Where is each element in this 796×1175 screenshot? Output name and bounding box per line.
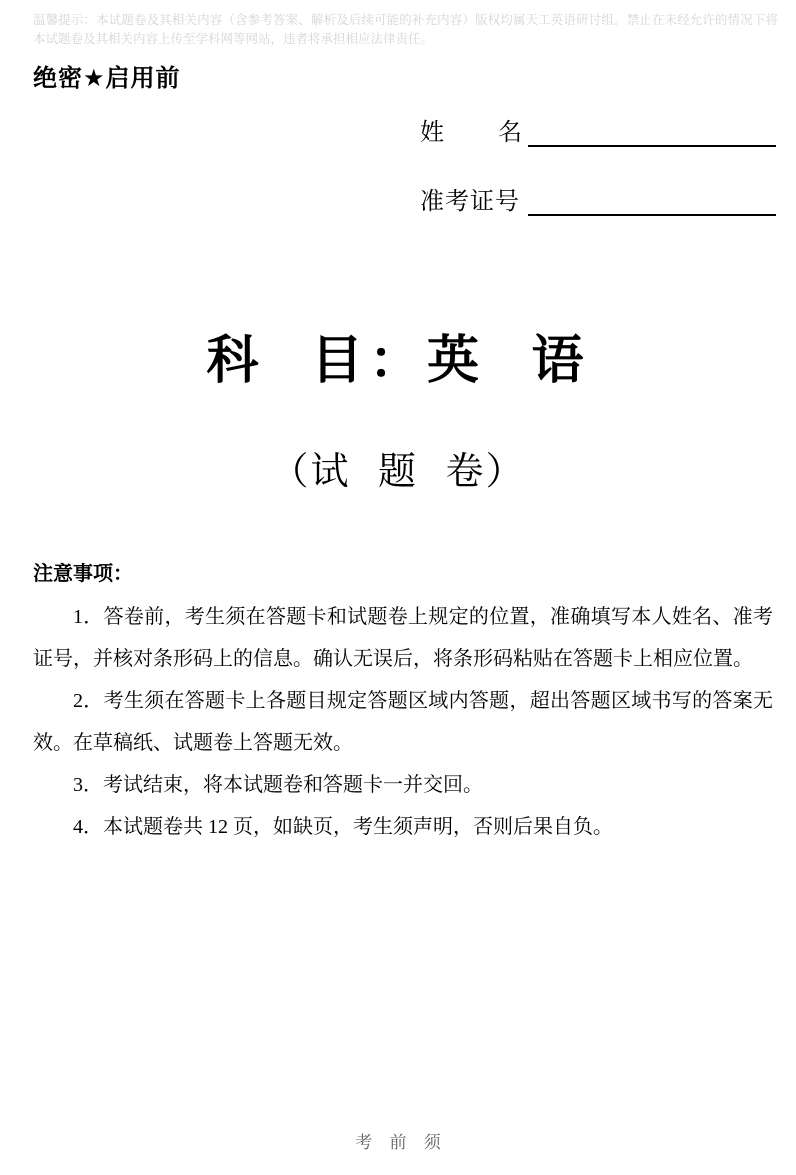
notices-list xyxy=(33,596,773,848)
admission-number-label: 准考证号 xyxy=(420,189,520,215)
name-field-row xyxy=(420,112,776,147)
copyright-watermark: 温馨提示：本试题卷及其相关内容（含参考答案、解析及后续可能的补充内容）版权均属天工英语研讨组。禁止在未经允许的情况下将本试题卷及其相关内容上传至学科网等网站，违者将承担相应法律责任。 xyxy=(33,13,778,46)
name-label-char-right: 名 xyxy=(498,120,522,146)
subject-title: 科 目：英 语 xyxy=(206,332,590,390)
admission-number-write-in-blank xyxy=(528,184,776,216)
notice-item-3: 3．考试结束，将本试题卷和答题卡一并交回。 xyxy=(73,774,483,796)
notices-heading: 注意事项： xyxy=(33,563,133,585)
paper-type-subtitle: （试 题 卷） xyxy=(270,451,526,493)
name-field-label xyxy=(420,112,522,147)
footer-note: 考 前 须 xyxy=(355,1133,441,1152)
notice-item-2: 2．考生须在答题卡上各题目规定答题区域内答题，超出答题区域书写的答案无效。在草稿纸、试题卷上答题无效。 xyxy=(33,690,773,754)
name-label-char-left: 姓 xyxy=(420,120,444,146)
secrecy-classification-label: 绝密★启用前 xyxy=(33,65,181,92)
admission-number-field-row xyxy=(420,181,776,216)
notice-item-4: 4．本试题卷共 12 页，如缺页，考生须声明，否则后果自负。 xyxy=(73,816,613,838)
name-write-in-blank xyxy=(528,115,776,147)
notice-item-1: 1．答卷前，考生须在答题卡和试题卷上规定的位置，准确填写本人姓名、准考证号，并核对条形码上的信息。确认无误后，将条形码粘贴在答题卡上相应位置。 xyxy=(33,606,773,670)
